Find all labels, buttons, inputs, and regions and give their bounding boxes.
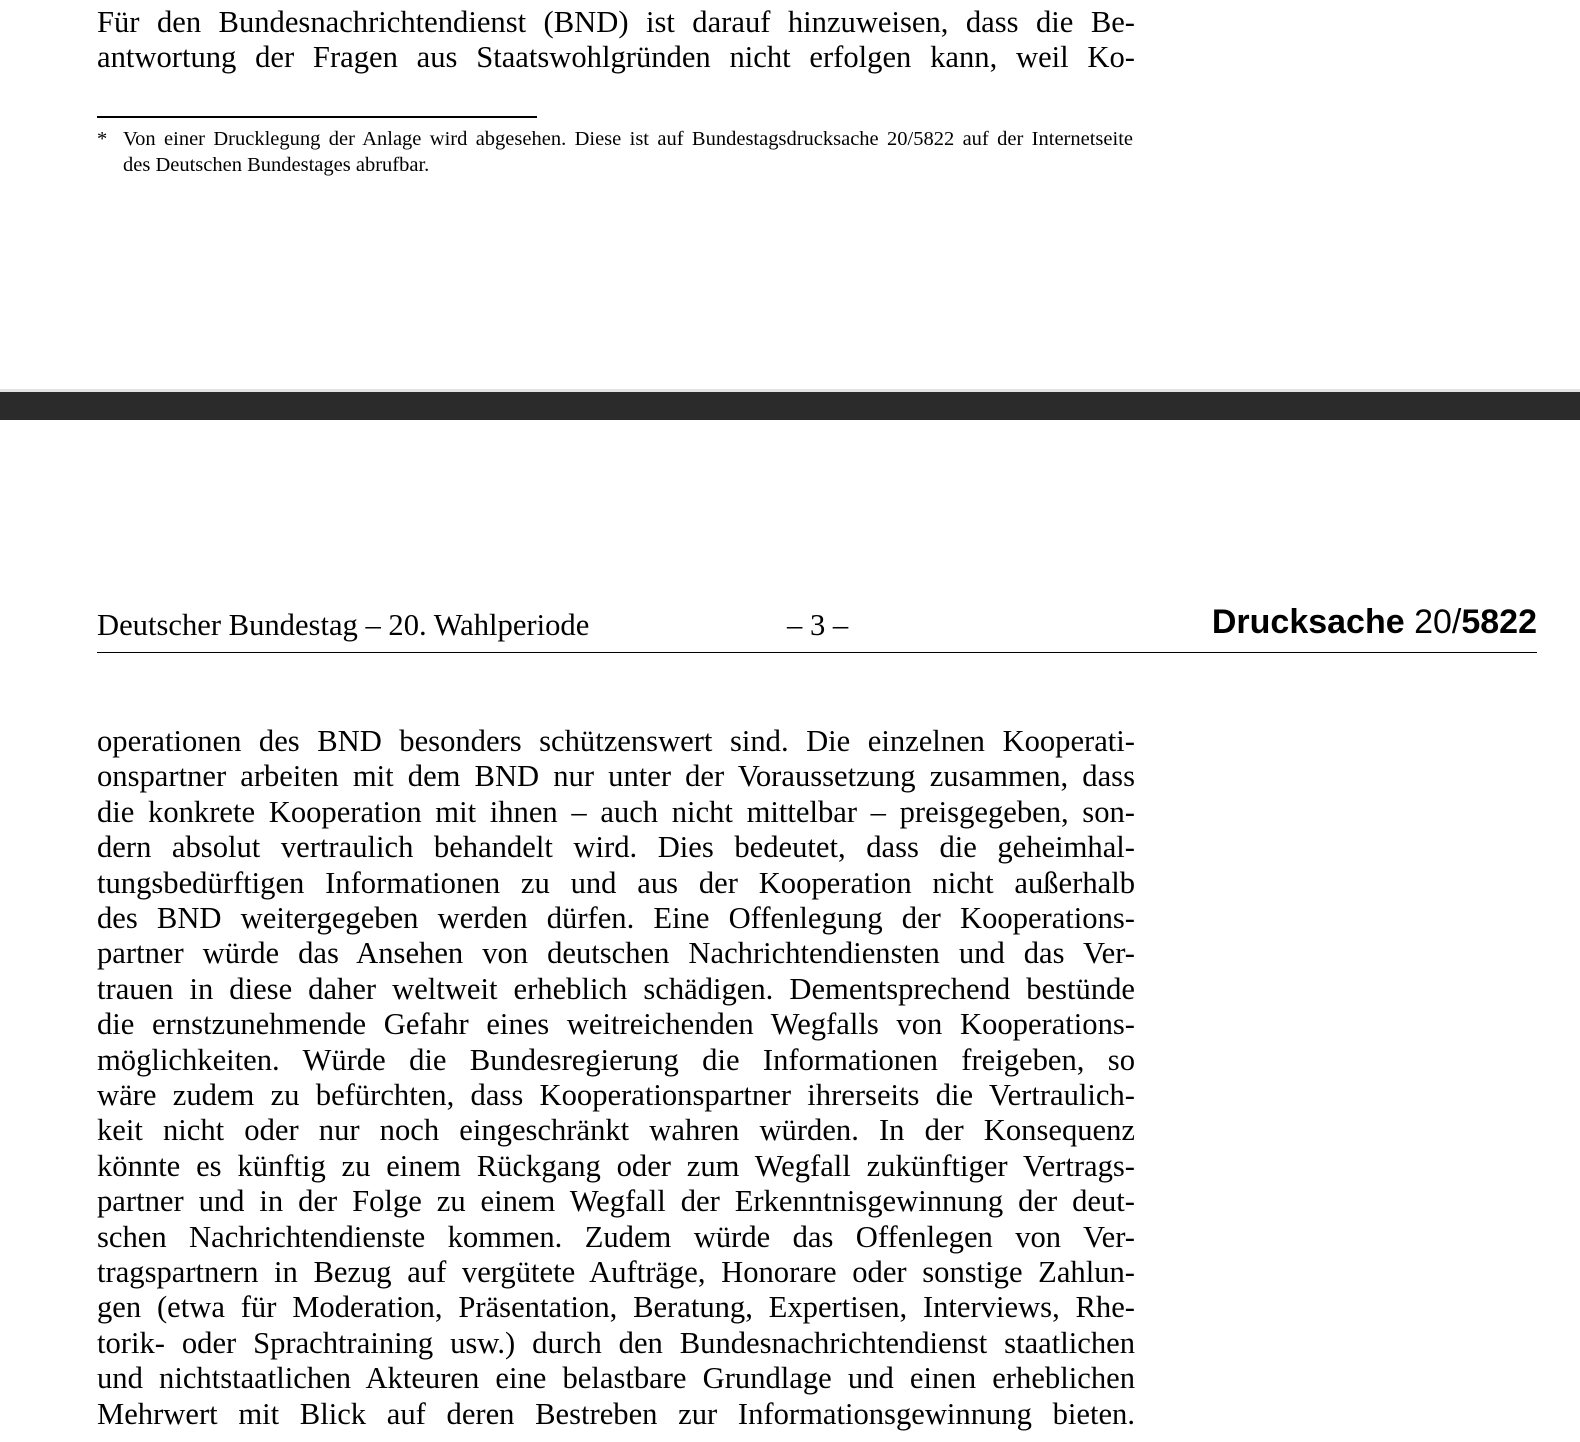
footnote-rule xyxy=(97,116,537,118)
header-doc-word: Drucksache xyxy=(1211,603,1405,641)
body-text-line: tungsbedürftigen Informationen zu und aus der Kooperation nicht außerhalb xyxy=(97,865,1135,900)
body-text-line: partner und in der Folge zu einem Wegfall der Erkenntnisgewinnung der deut- xyxy=(97,1184,1135,1219)
header-document-number xyxy=(1212,603,1537,642)
body-text-line: wäre zudem zu befürchten, dass Kooperationspartner ihrerseits die Vertraulich- xyxy=(97,1078,1135,1112)
body-text-line: könnte es künftig zu einem Rückgang oder zum Wegfall zukünftiger Vertrags- xyxy=(97,1148,1135,1183)
body-text-line: tragspartnern in Bezug auf vergütete Aufträge, Honorare oder sonstige Zahlun- xyxy=(97,1255,1135,1289)
footnote-line: Von einer Drucklegung der Anlage wird abgesehen. Diese ist auf Bundestagsdrucksache 20/5822 auf der Internetseite xyxy=(123,128,1133,150)
page-separator xyxy=(0,392,1580,420)
body-text-line: dern absolut vertraulich behandelt wird. Dies bedeutet, dass die geheimhal- xyxy=(97,830,1135,865)
body-text-line: und nichtstaatlichen Akteuren eine belastbare Grundlage und einen erheblichen xyxy=(97,1361,1135,1396)
body-text-line: keit nicht oder nur noch eingeschränkt wahren würden. In der Konsequenz xyxy=(97,1113,1135,1148)
header-parliament-term: Deutscher Bundestag – 20. Wahlperiode xyxy=(97,608,590,642)
body-text-line: möglichkeiten. Würde die Bundesregierung die Informationen freigeben, so xyxy=(97,1042,1135,1077)
body-text-line: schen Nachrichtendienste kommen. Zudem würde das Offenlegen von Ver- xyxy=(97,1219,1135,1254)
footnote-mark: * xyxy=(97,128,108,150)
body-text-line: onspartner arbeiten mit dem BND nur unter der Voraussetzung zusammen, dass xyxy=(97,759,1135,794)
body-text-line: gen (etwa für Moderation, Präsentation, Beratung, Expertisen, Interviews, Rhe- xyxy=(97,1290,1135,1325)
page-header xyxy=(97,600,1537,653)
body-text-line: operationen des BND besonders schützenswert sind. Die einzelnen Kooperati- xyxy=(97,724,1135,758)
body-text-line: des BND weitergegeben werden dürfen. Eine Offenlegung der Kooperations- xyxy=(97,901,1135,935)
header-doc-num: 5822 xyxy=(1461,603,1537,641)
header-doc-prefix: 20/ xyxy=(1404,603,1462,641)
body-text-line: die ernstzunehmende Gefahr eines weitreichenden Wegfalls von Kooperations- xyxy=(97,1007,1135,1042)
body-text-line: Mehrwert mit Blick auf deren Bestreben zur Informationsgewinnung bieten. xyxy=(97,1396,1135,1431)
footnote-line: des Deutschen Bundestages abrufbar. xyxy=(123,154,430,176)
header-page-number: – 3 – xyxy=(787,608,849,642)
body-text-line: trauen in diese daher weltweit erheblich schädigen. Dementsprechend bestünde xyxy=(97,971,1135,1006)
body-text-line: antwortung der Fragen aus Staatswohlgründen nicht erfolgen kann, weil Ko- xyxy=(97,40,1135,74)
body-text-line: die konkrete Kooperation mit ihnen – auch nicht mittelbar – preisgegeben, son- xyxy=(97,794,1135,829)
body-text-line: partner würde das Ansehen von deutschen Nachrichtendiensten und das Ver- xyxy=(97,936,1135,971)
body-text-line: torik- oder Sprachtraining usw.) durch den Bundesnachrichtendienst staatlichen xyxy=(97,1325,1135,1360)
document-page-top xyxy=(0,0,1580,392)
body-text-line: Für den Bundesnachrichtendienst (BND) ist darauf hinzuweisen, dass die Be- xyxy=(97,5,1135,39)
footnote-text xyxy=(123,126,1133,178)
